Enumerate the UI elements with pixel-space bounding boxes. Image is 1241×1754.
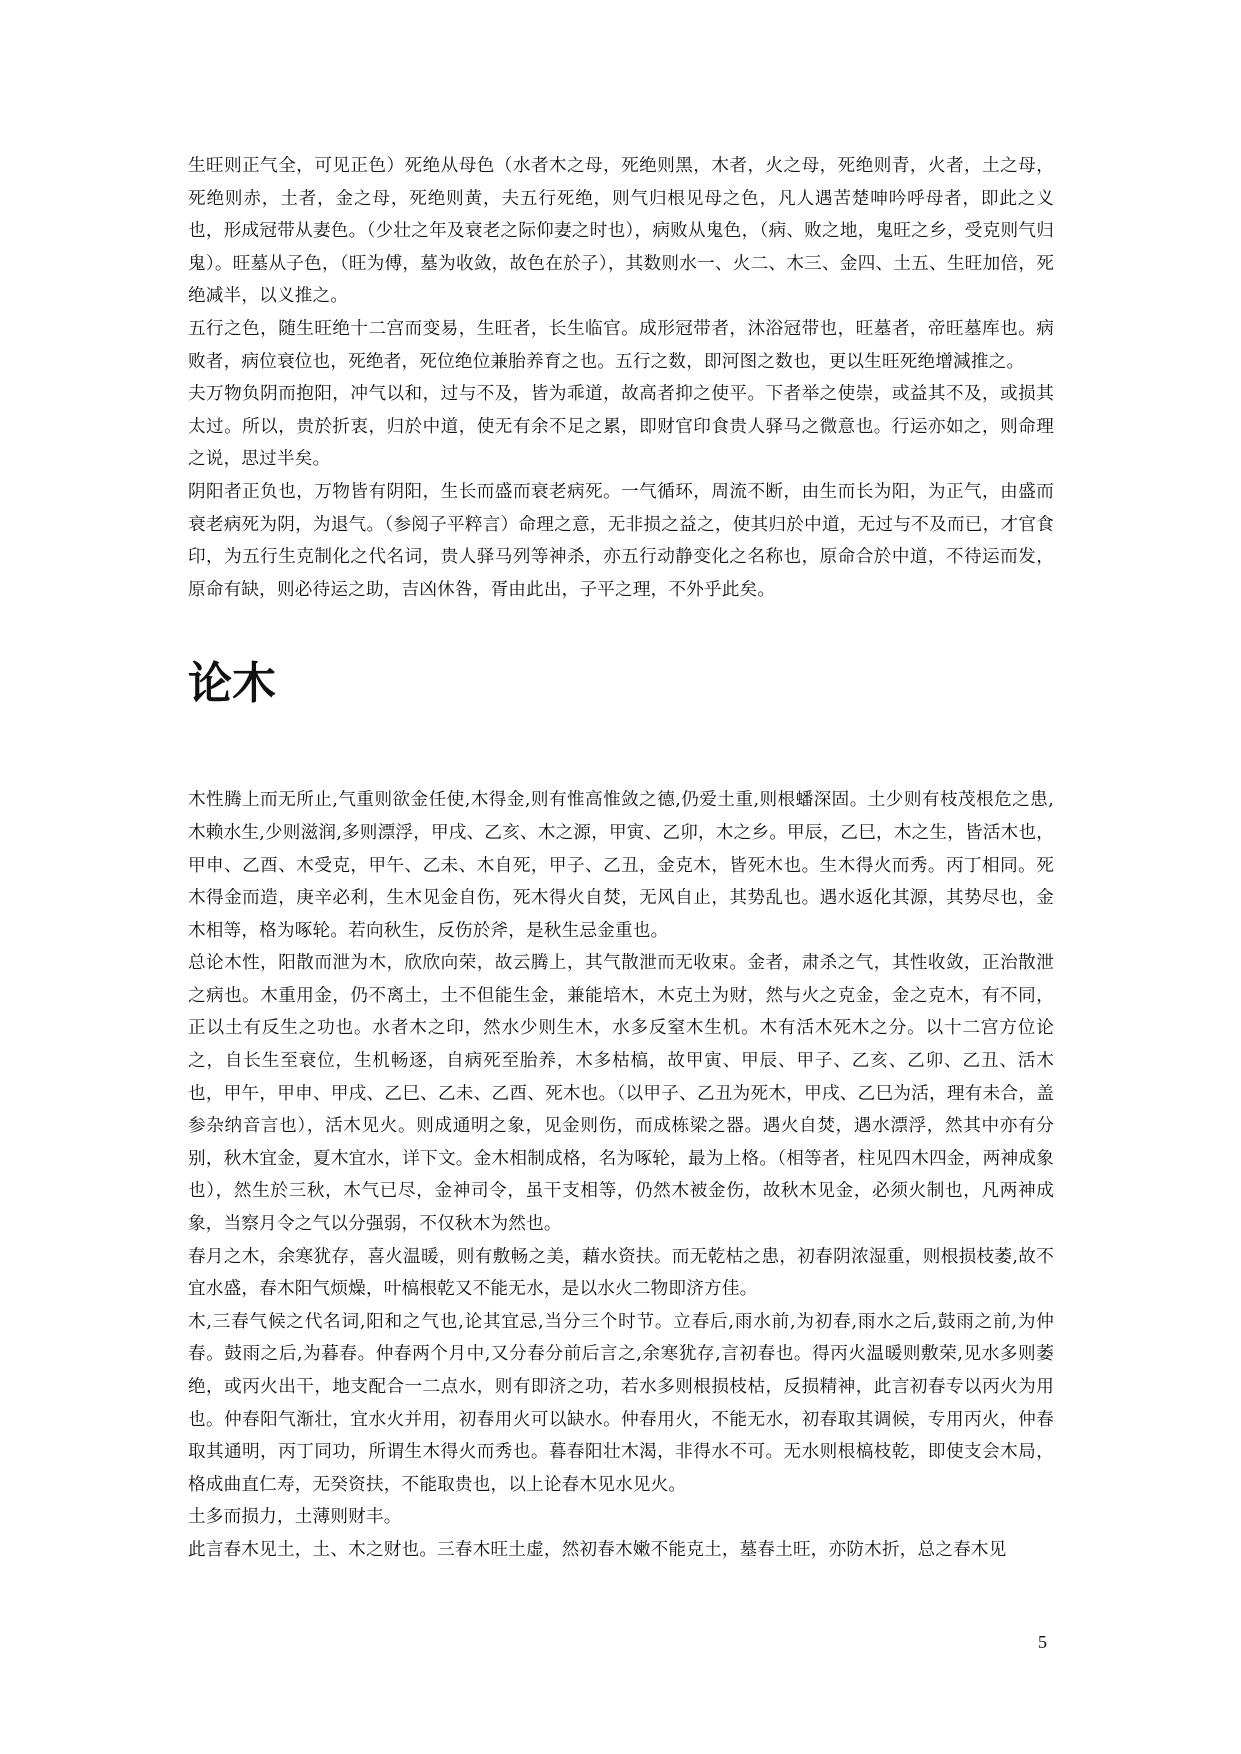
paragraph: 阴阳者正负也，万物皆有阴阳，生长而盛而衰老病死。一气循环，周流不断，由生而长为阳，为正气，由盛而衰老病死为阴，为退气。（参阅子平粹言）命理之意，无非损之益之，使其归於中道，无过与不及而已，才官食印，为五行生克制化之代名词，贵人驿马列等神杀，亦五行动静变化之名称也，原命合於中道，不待运而发，原命有缺，则必待运之助，吉凶休咎，胥由此出，子平之理，不外乎此矣。 (188, 481, 1054, 600)
paragraph: 夫万物负阴而抱阳，冲气以和，过与不及，皆为乖道，故高者抑之使平。下者举之使崇，或益其不及，或损其太过。所以，贵於折衷，归於中道，使无有余不足之累，即财官印食贵人驿马之微意也。行运亦如之，则命理之说，思过半矣。 (188, 384, 1054, 470)
paragraph: 此言春木见土，土、木之财也。三春木旺土虚，然初春木嫩不能克土，墓春土旺，亦防木折，总之春木见 (188, 1539, 1007, 1560)
section-heading: 论木 (188, 658, 276, 710)
paragraph: 木,三春气候之代名词,阳和之气也,论其宜忌,当分三个时节。立春后,雨水前,为初春,雨水之后,鼓雨之前,为仲春。鼓雨之后,为暮春。仲春两个月中,又分春分前后言之,余寒犹存,言初春也。得丙火温暖则敷荣,见水多则萎绝，或丙火出干，地支配合一二点水，则有即济之功，若水多则根损枝枯，反损精神，此言初春专以丙火为用也。仲春阳气渐壮，宜水火并用，初春用火可以缺水。仲春用火，不能无水，初春取其调候，专用丙火，仲春取其通明，丙丁同功，所谓生木得火而秀也。暮春阳壮木渴，非得水不可。无水则根槁枝乾，即使支会木局，格成曲直仁寿，无癸资扶，不能取贵也，以上论春木见水见火。 (188, 1311, 1054, 1495)
page-body (188, 150, 1054, 1567)
paragraph: 生旺则正气全，可见正色）死绝从母色（水者木之母，死绝则黑，木者，火之母，死绝则青，火者，土之母，死绝则赤，土者，金之母，死绝则黄，夫五行死绝，则气归根见母之色，凡人遇苦楚呻吟呼母者，即此之义也，形成冠带从妻色。（少壮之年及衰老之际仰妻之时也），病败从鬼色，（病、败之地，鬼旺之乡，受克则气归鬼）。旺墓从子色，（旺为傅，墓为收敛，故色在於子），其数则水一、火二、木三、金四、土五、生旺加倍，死绝减半，以义推之。 (188, 156, 1054, 307)
paragraph: 春月之木，余寒犹存，喜火温暖，则有敷畅之美，藉水资扶。而无乾枯之患，初春阴浓湿重，则根损枝萎,故不宜水盛，春木阳气烦燥，叶槁根乾又不能无水，是以水火二物即济方佳。 (188, 1246, 1054, 1300)
paragraph: 土多而损力，土薄则财丰。 (188, 1507, 402, 1528)
paragraph: 五行之色，随生旺绝十二宫而变易，生旺者，长生临官。成形冠带者，沐浴冠带也，旺墓者，帝旺墓库也。病败者，病位衰位也，死绝者，死位绝位兼胎养育之也。五行之数，即河图之数也，更以生旺死绝增減推之。 (188, 318, 1054, 372)
paragraph: 总论木性，阳散而泄为木，欣欣向荣，故云腾上，其气散泄而无收束。金者，肃杀之气，其性收敛，正治散泄之病也。木重用金，仍不离土，土不但能生金，兼能培木，木克土为财，然与火之克金，金之克木，有不同，正以土有反生之功也。水者木之印，然水少则生木，水多反窒木生机。木有活木死木之分。以十二宫方位论之，自长生至衰位，生机畅逐，自病死至胎养，木多枯槁，故甲寅、甲辰、甲子、乙亥、乙卯、乙丑、活木也，甲午，甲申、甲戌、乙巳、乙未、乙酉、死木也。（以甲子、乙丑为死木，甲戌、乙巳为活，理有未合，盖参杂纳音言也），活木见火。则成通明之象，见金则伤，而成栋梁之器。遇火自焚，遇水漂浮，然其中亦有分别，秋木宜金，夏木宜水，详下文。金木相制成格，名为啄轮，最为上格。（相等者，柱见四木四金，两神成象也），然生於三秋，木气已尽，金神司令，虽干支相等，仍然木被金伤，故秋木见金，必须火制也，凡两神成象，当察月令之气以分强弱，不仅秋木为然也。 (188, 953, 1054, 1235)
page-number: 5 (1038, 1632, 1047, 1652)
paragraph: 木性腾上而无所止,气重则欲金任使,木得金,则有惟高惟敛之德,仍爱土重,则根蟠深固。土少则有枝茂根危之患,木赖水生,少则滋润,多则漂浮，甲戌、乙亥、木之源，甲寅、乙卯，木之乡。甲辰，乙巳，木之生，皆活木也，甲申、乙酉、木受克，甲午、乙未、木自死，甲子、乙丑，金克木，皆死木也。生木得火而秀。丙丁相同。死木得金而造，庚辛必利，生木见金自伤，死木得火自焚，无风自止，其势乱也。遇水返化其源，其势尽也，金木相等，格为啄轮。若向秋生，反伤於斧，是秋生忌金重也。 (188, 790, 1054, 941)
